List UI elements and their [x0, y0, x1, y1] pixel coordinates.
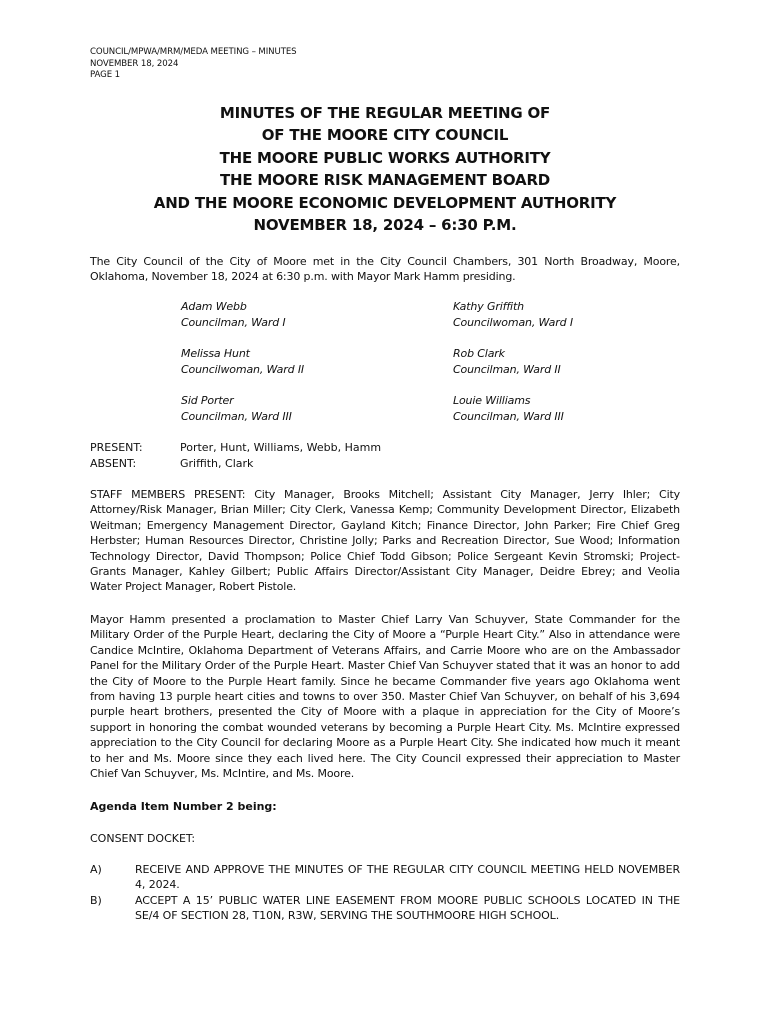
intro-paragraph: The City Council of the City of Moore met in the City Council Chambers, 301 North Broadway, Moore, Oklahoma, November 18, 2024 at 6:30 p.m. with Mayor Mark Hamm presiding. [90, 255, 680, 284]
member-hunt [181, 346, 304, 378]
proclamation-paragraph: Mayor Hamm presented a proclamation to Master Chief Larry Van Schuyver, State Commander for the Military Order of the Purple Heart, declaring the City of Moore a “Purple Heart City.” Also in attendance were Candice McIntire, Oklahoma Department of Veterans Affairs, and Carrie Moore who are on the Ambassador Panel for the Military Order of the Purple Heart. Master Chief Van Schuyver stated that it was an honor to add the City of Moore to the Purple Heart family. Since he became Commander five years ago Oklahoma went from having 13 purple heart cities and towns to over 350. Master Chief Van Schuyver, on behalf of his 3,694 purple heart brothers, presented the City of Moore with a plaque in appreciation for the City of Moore’s support in honoring the combat wounded veterans by becoming a Purple Heart City. Ms. McIntire expressed appreciation to the City Council for declaring Moore as a Purple Heart City. She indicated how much it meant to her and Ms. Moore since they each lived here. The City Council expressed their appreciation to Master Chief Van Schuyver, Ms. McIntire, and Ms. Moore. [90, 613, 680, 781]
title-line: AND THE MOORE ECONOMIC DEVELOPMENT AUTHORITY [153, 193, 617, 212]
member-title: Councilwoman, Ward II [181, 363, 305, 376]
document-title [90, 102, 680, 236]
member-porter [181, 393, 292, 425]
consent-heading: CONSENT DOCKET: [90, 832, 196, 845]
present-list: Porter, Hunt, Williams, Webb, Hamm [180, 441, 382, 454]
staff-paragraph: STAFF MEMBERS PRESENT: City Manager, Brooks Mitchell; Assistant City Manager, Jerry Ihler; City Attorney/Risk Manager, Brian Miller; City Clerk, Vanessa Kemp; Community Development Director, Elizabeth Weitman; Emergency Management Director, Gayland Kitch; Finance Director, John Parker; Fire Chief Greg Herbster; Human Resources Director, Christine Jolly; Parks and Recreation Director, Sue Wood; Information Technology Director, David Thompson; Police Chief Todd Gibson; Police Sergeant Kevin Stromski; Project-Grants Manager, Kahley Gilbert; Public Affairs Director/Assistant City Manager, Deidre Ebrey; and Veolia Water Project Manager, Robert Pistole. [90, 488, 680, 594]
consent-item-text: RECEIVE AND APPROVE THE MINUTES OF THE REGULAR CITY COUNCIL MEETING HELD NOVEMBER 4, 2024. [135, 863, 680, 892]
member-name: Sid Porter [181, 394, 234, 407]
agenda-heading: Agenda Item Number 2 being: [90, 800, 277, 813]
member-name: Adam Webb [181, 300, 247, 313]
member-title: Councilman, Ward I [181, 316, 286, 329]
member-title: Councilwoman, Ward I [453, 316, 573, 329]
header-line-page: PAGE 1 [90, 70, 121, 81]
member-name: Louie Williams [453, 394, 531, 407]
member-title: Councilman, Ward III [453, 410, 564, 423]
item-letter: A) [90, 863, 102, 876]
absent-label: ABSENT: [90, 457, 137, 470]
absent-list: Griffith, Clark [180, 457, 254, 470]
member-title: Councilman, Ward II [453, 363, 561, 376]
title-line: OF THE MOORE CITY COUNCIL [261, 126, 509, 145]
member-griffith [453, 299, 573, 331]
consent-item-text: ACCEPT A 15’ PUBLIC WATER LINE EASEMENT FROM MOORE PUBLIC SCHOOLS LOCATED IN THE SE/4 OF SECTION 28, T10N, R3W, SERVING THE SOUTHMOORE HIGH SCHOOL. [135, 894, 680, 923]
member-williams [453, 393, 564, 425]
title-line: MINUTES OF THE REGULAR MEETING OF [219, 104, 551, 122]
title-line: NOVEMBER 18, 2024 – 6:30 P.M. [253, 216, 517, 235]
item-letter: B) [90, 894, 102, 907]
title-line: THE MOORE PUBLIC WORKS AUTHORITY [219, 148, 551, 167]
member-webb [181, 299, 286, 331]
member-clark [453, 346, 561, 378]
member-name: Rob Clark [453, 347, 505, 360]
header-line-title: COUNCIL/MPWA/MRM/MEDA MEETING – MINUTES [90, 47, 297, 57]
running-header [90, 47, 297, 82]
member-name: Melissa Hunt [181, 347, 250, 360]
header-line-date: NOVEMBER 18, 2024 [90, 58, 179, 69]
member-name: Kathy Griffith [453, 300, 524, 313]
title-line: THE MOORE RISK MANAGEMENT BOARD [219, 171, 551, 190]
present-label: PRESENT: [90, 441, 143, 454]
member-title: Councilman, Ward III [181, 410, 292, 423]
